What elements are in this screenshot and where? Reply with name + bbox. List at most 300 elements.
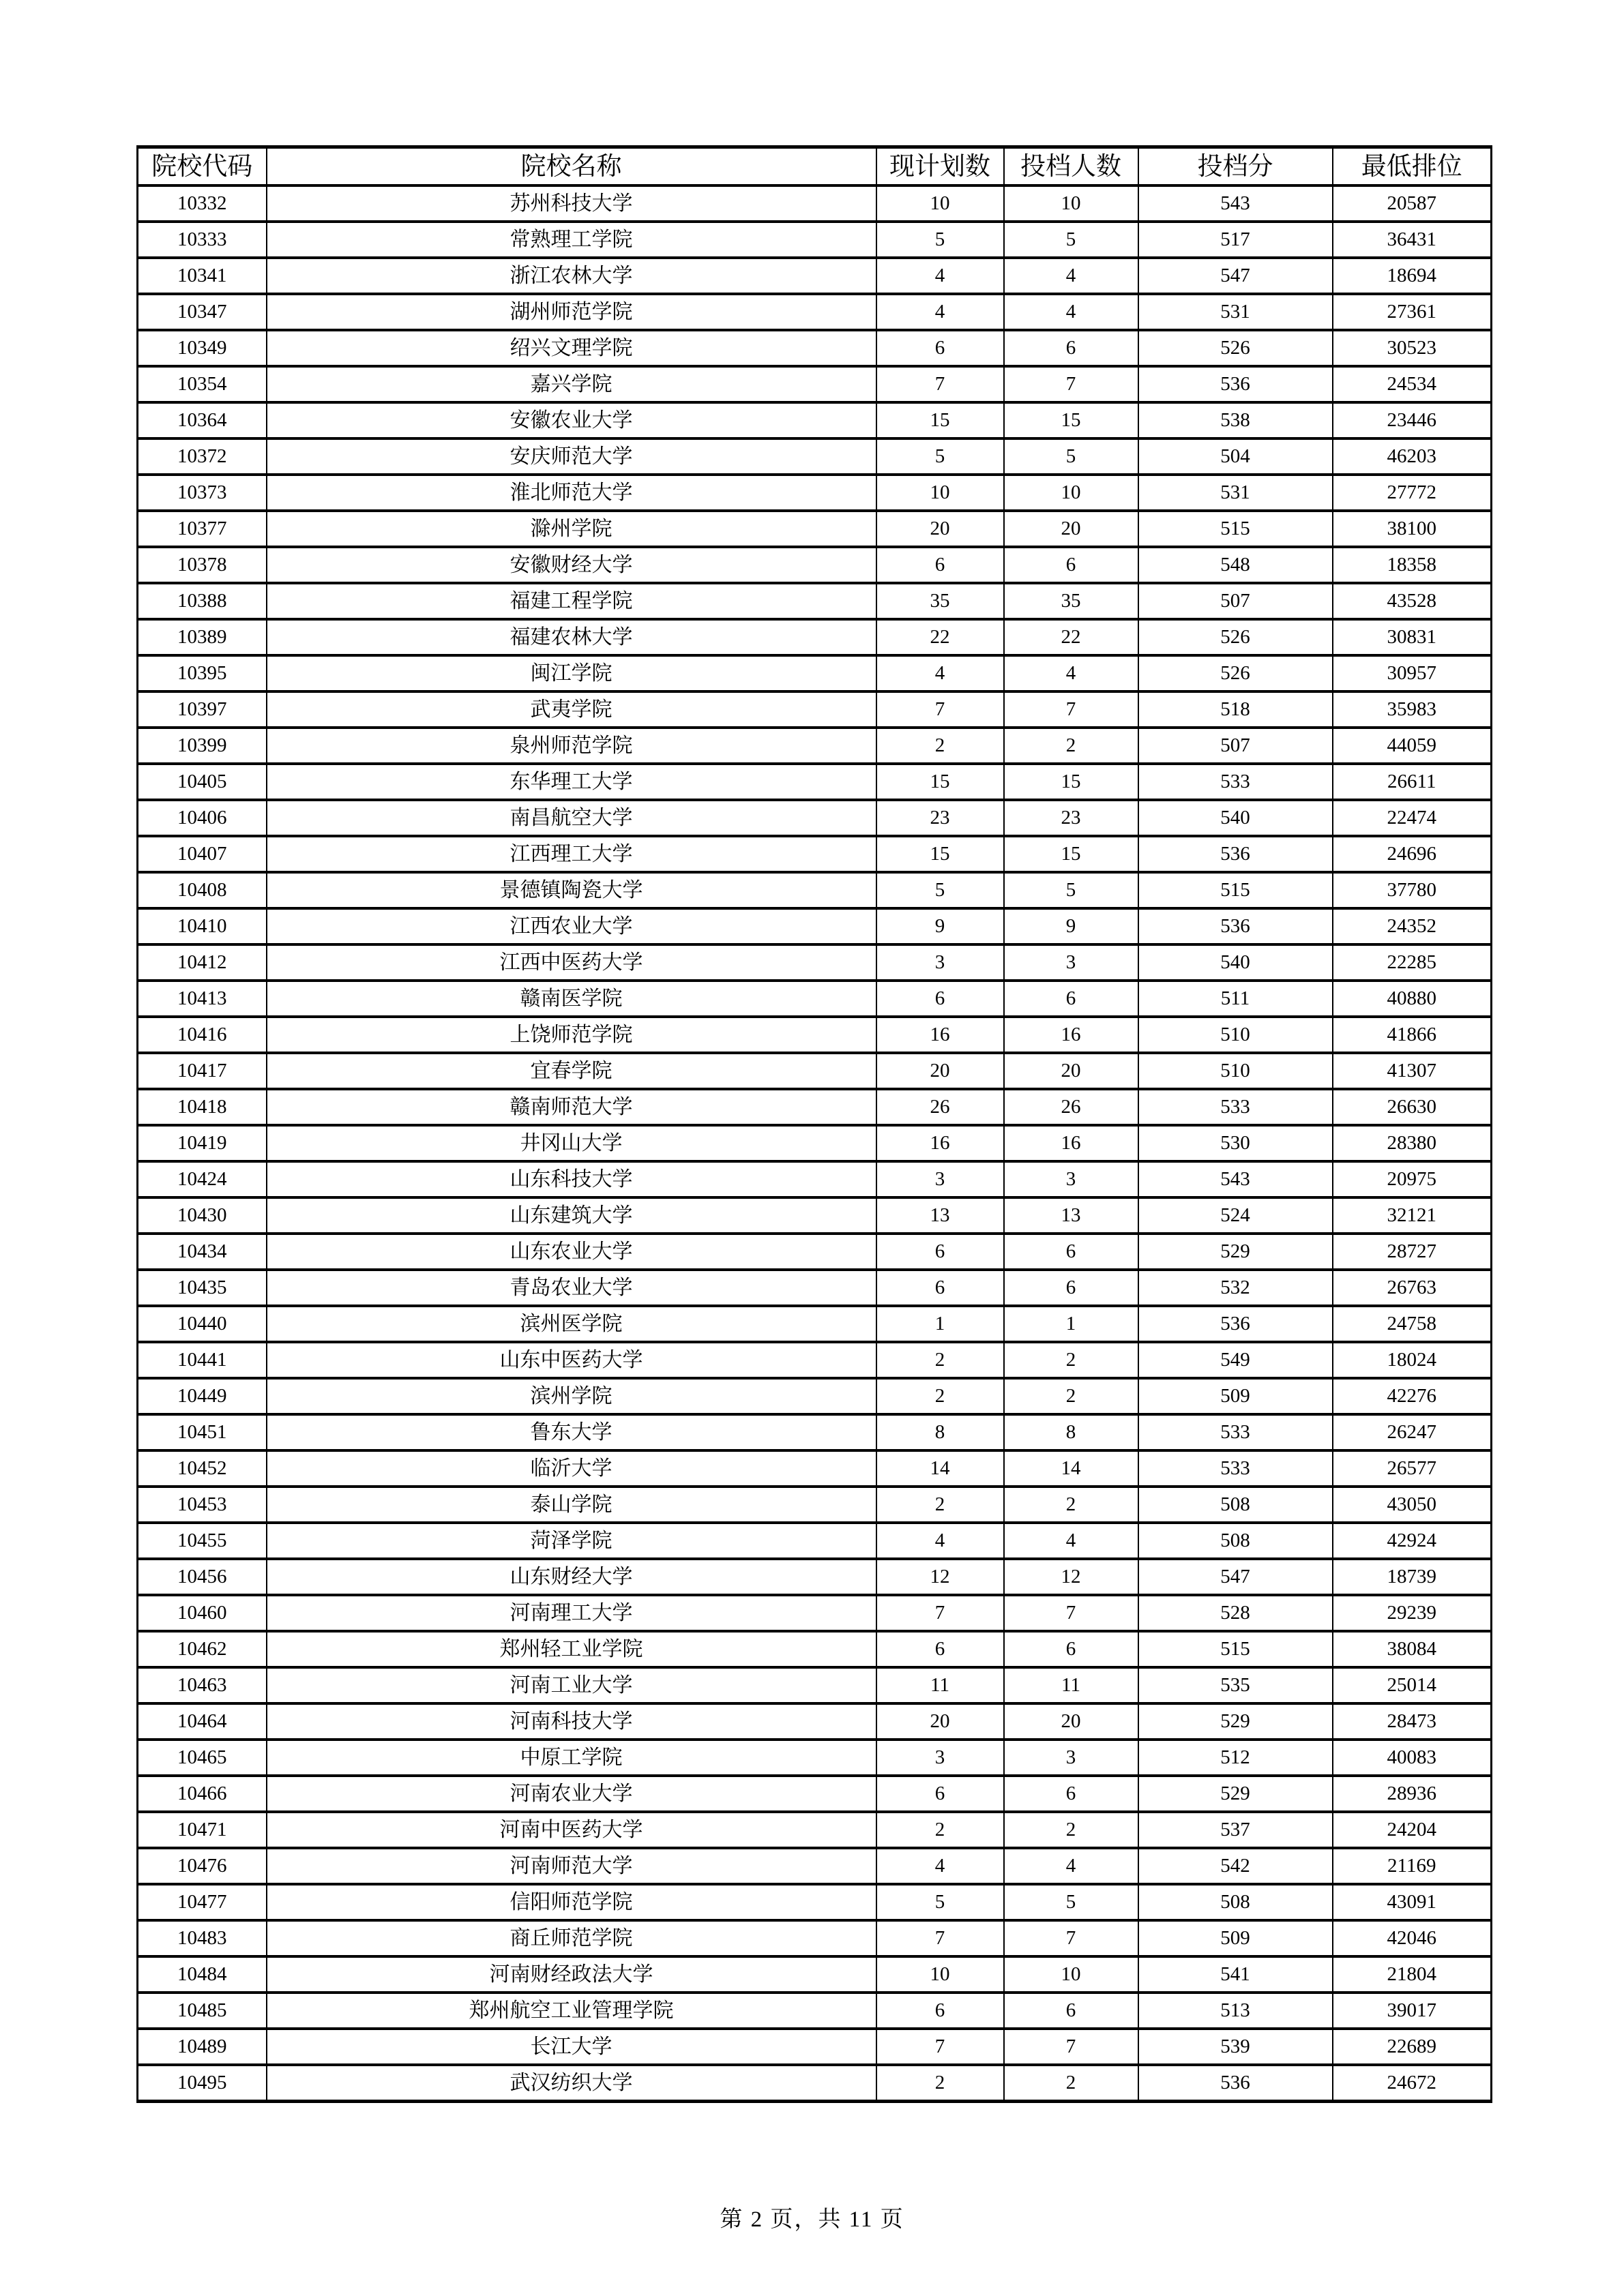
- cell-lowest-rank: 28473: [1333, 1703, 1492, 1740]
- cell-college-code: 10372: [138, 438, 267, 475]
- cell-lowest-rank: 24696: [1333, 836, 1492, 872]
- cell-admission-score: 526: [1138, 655, 1333, 691]
- cell-college-name: 商丘师范学院: [267, 1920, 876, 1956]
- cell-plan-count: 5: [876, 222, 1004, 258]
- table-row: [138, 583, 1492, 619]
- cell-college-name: 郑州轻工业学院: [267, 1631, 876, 1667]
- cell-college-name: 赣南师范大学: [267, 1089, 876, 1125]
- cell-college-code: 10364: [138, 402, 267, 438]
- cell-college-code: 10413: [138, 981, 267, 1017]
- cell-admission-score: 511: [1138, 981, 1333, 1017]
- cell-applicant-count: 4: [1004, 258, 1138, 294]
- cell-college-code: 10416: [138, 1017, 267, 1053]
- table-row: [138, 1884, 1492, 1920]
- cell-college-code: 10333: [138, 222, 267, 258]
- table-row: [138, 2029, 1492, 2065]
- cell-plan-count: 13: [876, 1197, 1004, 1234]
- cell-college-name: 安徽财经大学: [267, 547, 876, 583]
- cell-plan-count: 16: [876, 1017, 1004, 1053]
- cell-lowest-rank: 26247: [1333, 1414, 1492, 1450]
- cell-applicant-count: 11: [1004, 1667, 1138, 1703]
- cell-college-code: 10477: [138, 1884, 267, 1920]
- cell-plan-count: 6: [876, 981, 1004, 1017]
- cell-plan-count: 2: [876, 1378, 1004, 1414]
- table-row: [138, 800, 1492, 836]
- cell-lowest-rank: 29239: [1333, 1595, 1492, 1631]
- cell-plan-count: 10: [876, 475, 1004, 511]
- cell-college-name: 江西理工大学: [267, 836, 876, 872]
- cell-admission-score: 517: [1138, 222, 1333, 258]
- cell-applicant-count: 20: [1004, 1053, 1138, 1089]
- cell-applicant-count: 16: [1004, 1017, 1138, 1053]
- cell-admission-score: 540: [1138, 800, 1333, 836]
- cell-applicant-count: 6: [1004, 1993, 1138, 2029]
- cell-plan-count: 5: [876, 872, 1004, 908]
- cell-college-code: 10464: [138, 1703, 267, 1740]
- cell-applicant-count: 15: [1004, 764, 1138, 800]
- cell-lowest-rank: 18024: [1333, 1342, 1492, 1378]
- cell-admission-score: 536: [1138, 1306, 1333, 1342]
- cell-college-name: 中原工学院: [267, 1740, 876, 1776]
- table-row: [138, 1740, 1492, 1776]
- cell-applicant-count: 5: [1004, 438, 1138, 475]
- cell-applicant-count: 4: [1004, 655, 1138, 691]
- cell-college-code: 10460: [138, 1595, 267, 1631]
- cell-college-name: 东华理工大学: [267, 764, 876, 800]
- page-number-footer: 第 2 页，共 11 页: [720, 2207, 904, 2232]
- header-admission-score: 投档分: [1138, 147, 1333, 186]
- cell-applicant-count: 10: [1004, 475, 1138, 511]
- cell-plan-count: 3: [876, 1740, 1004, 1776]
- cell-college-name: 安徽农业大学: [267, 402, 876, 438]
- cell-applicant-count: 6: [1004, 981, 1138, 1017]
- cell-applicant-count: 3: [1004, 944, 1138, 981]
- cell-college-code: 10455: [138, 1523, 267, 1559]
- cell-applicant-count: 7: [1004, 2029, 1138, 2065]
- table-row: [138, 1559, 1492, 1595]
- cell-college-name: 湖州师范学院: [267, 294, 876, 330]
- cell-applicant-count: 6: [1004, 330, 1138, 366]
- table-row: [138, 836, 1492, 872]
- table-row: [138, 1920, 1492, 1956]
- cell-applicant-count: 15: [1004, 402, 1138, 438]
- cell-applicant-count: 14: [1004, 1450, 1138, 1487]
- cell-college-name: 河南科技大学: [267, 1703, 876, 1740]
- cell-college-name: 武夷学院: [267, 691, 876, 728]
- table-row: [138, 1848, 1492, 1884]
- table-row: [138, 1450, 1492, 1487]
- cell-admission-score: 526: [1138, 619, 1333, 655]
- cell-college-name: 苏州科技大学: [267, 185, 876, 222]
- cell-applicant-count: 6: [1004, 1776, 1138, 1812]
- cell-lowest-rank: 21804: [1333, 1956, 1492, 1993]
- cell-college-name: 菏泽学院: [267, 1523, 876, 1559]
- cell-plan-count: 3: [876, 944, 1004, 981]
- cell-applicant-count: 5: [1004, 222, 1138, 258]
- cell-applicant-count: 10: [1004, 1956, 1138, 1993]
- table-row: [138, 872, 1492, 908]
- table-row: [138, 258, 1492, 294]
- cell-lowest-rank: 24534: [1333, 366, 1492, 402]
- cell-lowest-rank: 22689: [1333, 2029, 1492, 2065]
- cell-college-name: 郑州航空工业管理学院: [267, 1993, 876, 2029]
- cell-admission-score: 509: [1138, 1920, 1333, 1956]
- cell-college-code: 10424: [138, 1161, 267, 1197]
- cell-lowest-rank: 41866: [1333, 1017, 1492, 1053]
- cell-admission-score: 515: [1138, 511, 1333, 547]
- cell-plan-count: 7: [876, 1920, 1004, 1956]
- cell-college-code: 10483: [138, 1920, 267, 1956]
- cell-plan-count: 14: [876, 1450, 1004, 1487]
- cell-lowest-rank: 42924: [1333, 1523, 1492, 1559]
- cell-applicant-count: 4: [1004, 1848, 1138, 1884]
- cell-applicant-count: 26: [1004, 1089, 1138, 1125]
- cell-college-code: 10465: [138, 1740, 267, 1776]
- cell-college-name: 泰山学院: [267, 1487, 876, 1523]
- header-plan-count: 现计划数: [876, 147, 1004, 186]
- cell-lowest-rank: 35983: [1333, 691, 1492, 728]
- table-row: [138, 294, 1492, 330]
- table-row: [138, 981, 1492, 1017]
- table-row: [138, 1270, 1492, 1306]
- cell-college-code: 10349: [138, 330, 267, 366]
- cell-admission-score: 507: [1138, 583, 1333, 619]
- cell-applicant-count: 10: [1004, 185, 1138, 222]
- table-row: [138, 366, 1492, 402]
- cell-college-code: 10418: [138, 1089, 267, 1125]
- cell-lowest-rank: 20975: [1333, 1161, 1492, 1197]
- cell-college-name: 河南中医药大学: [267, 1812, 876, 1848]
- cell-college-code: 10441: [138, 1342, 267, 1378]
- cell-admission-score: 518: [1138, 691, 1333, 728]
- cell-plan-count: 4: [876, 1523, 1004, 1559]
- cell-college-name: 滨州学院: [267, 1378, 876, 1414]
- cell-college-code: 10407: [138, 836, 267, 872]
- table-row: [138, 908, 1492, 944]
- table-row: [138, 1595, 1492, 1631]
- cell-applicant-count: 4: [1004, 294, 1138, 330]
- table-row: [138, 655, 1492, 691]
- table-row: [138, 1125, 1492, 1161]
- cell-lowest-rank: 27772: [1333, 475, 1492, 511]
- cell-applicant-count: 2: [1004, 1342, 1138, 1378]
- cell-admission-score: 543: [1138, 1161, 1333, 1197]
- cell-plan-count: 6: [876, 1270, 1004, 1306]
- cell-lowest-rank: 26763: [1333, 1270, 1492, 1306]
- cell-lowest-rank: 41307: [1333, 1053, 1492, 1089]
- table-row: [138, 1956, 1492, 1993]
- cell-lowest-rank: 39017: [1333, 1993, 1492, 2029]
- cell-lowest-rank: 24204: [1333, 1812, 1492, 1848]
- cell-plan-count: 4: [876, 1848, 1004, 1884]
- cell-applicant-count: 7: [1004, 1595, 1138, 1631]
- cell-lowest-rank: 38100: [1333, 511, 1492, 547]
- cell-admission-score: 536: [1138, 366, 1333, 402]
- cell-college-name: 安庆师范大学: [267, 438, 876, 475]
- cell-applicant-count: 15: [1004, 836, 1138, 872]
- cell-lowest-rank: 32121: [1333, 1197, 1492, 1234]
- cell-plan-count: 11: [876, 1667, 1004, 1703]
- cell-college-code: 10417: [138, 1053, 267, 1089]
- cell-applicant-count: 3: [1004, 1161, 1138, 1197]
- cell-applicant-count: 7: [1004, 1920, 1138, 1956]
- cell-lowest-rank: 38084: [1333, 1631, 1492, 1667]
- cell-lowest-rank: 43528: [1333, 583, 1492, 619]
- cell-applicant-count: 35: [1004, 583, 1138, 619]
- cell-college-name: 山东建筑大学: [267, 1197, 876, 1234]
- cell-college-name: 山东中医药大学: [267, 1342, 876, 1378]
- cell-admission-score: 526: [1138, 330, 1333, 366]
- cell-college-code: 10354: [138, 366, 267, 402]
- cell-admission-score: 508: [1138, 1884, 1333, 1920]
- cell-admission-score: 529: [1138, 1776, 1333, 1812]
- table-body: [138, 185, 1492, 2102]
- cell-college-code: 10395: [138, 655, 267, 691]
- table-row: [138, 2065, 1492, 2102]
- cell-lowest-rank: 27361: [1333, 294, 1492, 330]
- table-row: [138, 330, 1492, 366]
- cell-college-name: 上饶师范学院: [267, 1017, 876, 1053]
- cell-college-name: 南昌航空大学: [267, 800, 876, 836]
- cell-lowest-rank: 30957: [1333, 655, 1492, 691]
- cell-admission-score: 547: [1138, 1559, 1333, 1595]
- cell-college-code: 10408: [138, 872, 267, 908]
- table-row: [138, 728, 1492, 764]
- cell-college-name: 山东农业大学: [267, 1234, 876, 1270]
- cell-admission-score: 539: [1138, 2029, 1333, 2065]
- cell-plan-count: 2: [876, 1812, 1004, 1848]
- cell-applicant-count: 2: [1004, 2065, 1138, 2102]
- cell-lowest-rank: 24758: [1333, 1306, 1492, 1342]
- cell-admission-score: 515: [1138, 1631, 1333, 1667]
- table-row: [138, 1631, 1492, 1667]
- cell-plan-count: 2: [876, 1342, 1004, 1378]
- cell-lowest-rank: 21169: [1333, 1848, 1492, 1884]
- cell-college-code: 10399: [138, 728, 267, 764]
- cell-college-name: 绍兴文理学院: [267, 330, 876, 366]
- table-row: [138, 1306, 1492, 1342]
- cell-college-name: 江西中医药大学: [267, 944, 876, 981]
- cell-college-code: 10377: [138, 511, 267, 547]
- cell-admission-score: 529: [1138, 1234, 1333, 1270]
- cell-plan-count: 20: [876, 1703, 1004, 1740]
- cell-college-code: 10485: [138, 1993, 267, 2029]
- cell-college-name: 河南工业大学: [267, 1667, 876, 1703]
- cell-plan-count: 6: [876, 330, 1004, 366]
- cell-applicant-count: 22: [1004, 619, 1138, 655]
- cell-applicant-count: 20: [1004, 1703, 1138, 1740]
- cell-lowest-rank: 24672: [1333, 2065, 1492, 2102]
- cell-admission-score: 538: [1138, 402, 1333, 438]
- cell-college-name: 常熟理工学院: [267, 222, 876, 258]
- cell-college-name: 闽江学院: [267, 655, 876, 691]
- table-row: [138, 1017, 1492, 1053]
- cell-college-code: 10406: [138, 800, 267, 836]
- admissions-table: [136, 145, 1492, 2103]
- cell-lowest-rank: 24352: [1333, 908, 1492, 944]
- cell-admission-score: 535: [1138, 1667, 1333, 1703]
- cell-plan-count: 23: [876, 800, 1004, 836]
- cell-plan-count: 3: [876, 1161, 1004, 1197]
- cell-admission-score: 528: [1138, 1595, 1333, 1631]
- table-row: [138, 1487, 1492, 1523]
- cell-college-name: 淮北师范大学: [267, 475, 876, 511]
- cell-lowest-rank: 18694: [1333, 258, 1492, 294]
- cell-applicant-count: 6: [1004, 1631, 1138, 1667]
- cell-applicant-count: 5: [1004, 872, 1138, 908]
- cell-applicant-count: 2: [1004, 728, 1138, 764]
- cell-college-code: 10419: [138, 1125, 267, 1161]
- cell-lowest-rank: 28727: [1333, 1234, 1492, 1270]
- cell-college-name: 嘉兴学院: [267, 366, 876, 402]
- cell-admission-score: 515: [1138, 872, 1333, 908]
- cell-admission-score: 541: [1138, 1956, 1333, 1993]
- cell-lowest-rank: 22285: [1333, 944, 1492, 981]
- cell-plan-count: 9: [876, 908, 1004, 944]
- table-row: [138, 511, 1492, 547]
- table-row: [138, 1378, 1492, 1414]
- cell-college-code: 10440: [138, 1306, 267, 1342]
- cell-college-code: 10341: [138, 258, 267, 294]
- cell-lowest-rank: 30831: [1333, 619, 1492, 655]
- cell-plan-count: 16: [876, 1125, 1004, 1161]
- cell-admission-score: 531: [1138, 294, 1333, 330]
- cell-admission-score: 537: [1138, 1812, 1333, 1848]
- cell-plan-count: 6: [876, 1631, 1004, 1667]
- cell-college-code: 10410: [138, 908, 267, 944]
- cell-admission-score: 543: [1138, 185, 1333, 222]
- cell-admission-score: 540: [1138, 944, 1333, 981]
- cell-applicant-count: 2: [1004, 1487, 1138, 1523]
- cell-applicant-count: 6: [1004, 1270, 1138, 1306]
- header-college-code: 院校代码: [138, 147, 267, 186]
- cell-college-code: 10463: [138, 1667, 267, 1703]
- cell-lowest-rank: 18739: [1333, 1559, 1492, 1595]
- cell-lowest-rank: 43050: [1333, 1487, 1492, 1523]
- cell-lowest-rank: 18358: [1333, 547, 1492, 583]
- table-row: [138, 1667, 1492, 1703]
- cell-admission-score: 513: [1138, 1993, 1333, 2029]
- cell-college-code: 10456: [138, 1559, 267, 1595]
- cell-lowest-rank: 36431: [1333, 222, 1492, 258]
- cell-plan-count: 7: [876, 366, 1004, 402]
- cell-admission-score: 549: [1138, 1342, 1333, 1378]
- cell-college-code: 10434: [138, 1234, 267, 1270]
- cell-admission-score: 547: [1138, 258, 1333, 294]
- cell-admission-score: 536: [1138, 2065, 1333, 2102]
- cell-college-code: 10453: [138, 1487, 267, 1523]
- cell-plan-count: 2: [876, 1487, 1004, 1523]
- cell-lowest-rank: 28936: [1333, 1776, 1492, 1812]
- cell-lowest-rank: 25014: [1333, 1667, 1492, 1703]
- cell-plan-count: 5: [876, 1884, 1004, 1920]
- cell-applicant-count: 2: [1004, 1812, 1138, 1848]
- cell-college-name: 滨州医学院: [267, 1306, 876, 1342]
- table-row: [138, 1776, 1492, 1812]
- cell-college-code: 10495: [138, 2065, 267, 2102]
- cell-college-name: 景德镇陶瓷大学: [267, 872, 876, 908]
- cell-admission-score: 531: [1138, 475, 1333, 511]
- cell-college-name: 长江大学: [267, 2029, 876, 2065]
- table-row: [138, 1342, 1492, 1378]
- table-row: [138, 222, 1492, 258]
- cell-applicant-count: 8: [1004, 1414, 1138, 1450]
- cell-applicant-count: 7: [1004, 691, 1138, 728]
- cell-admission-score: 533: [1138, 1089, 1333, 1125]
- cell-plan-count: 6: [876, 1993, 1004, 2029]
- cell-admission-score: 533: [1138, 1414, 1333, 1450]
- cell-admission-score: 533: [1138, 1450, 1333, 1487]
- cell-college-name: 武汉纺织大学: [267, 2065, 876, 2102]
- table-row: [138, 475, 1492, 511]
- cell-admission-score: 536: [1138, 836, 1333, 872]
- header-row: [138, 147, 1492, 186]
- cell-admission-score: 536: [1138, 908, 1333, 944]
- cell-applicant-count: 20: [1004, 511, 1138, 547]
- cell-lowest-rank: 43091: [1333, 1884, 1492, 1920]
- table-row: [138, 547, 1492, 583]
- cell-college-code: 10430: [138, 1197, 267, 1234]
- cell-college-name: 江西农业大学: [267, 908, 876, 944]
- cell-college-code: 10332: [138, 185, 267, 222]
- cell-applicant-count: 1: [1004, 1306, 1138, 1342]
- cell-college-name: 滁州学院: [267, 511, 876, 547]
- cell-plan-count: 4: [876, 258, 1004, 294]
- cell-college-name: 井冈山大学: [267, 1125, 876, 1161]
- cell-plan-count: 7: [876, 1595, 1004, 1631]
- cell-college-name: 河南理工大学: [267, 1595, 876, 1631]
- table-row: [138, 944, 1492, 981]
- cell-college-code: 10405: [138, 764, 267, 800]
- cell-applicant-count: 23: [1004, 800, 1138, 836]
- cell-admission-score: 512: [1138, 1740, 1333, 1776]
- cell-plan-count: 4: [876, 294, 1004, 330]
- cell-plan-count: 15: [876, 836, 1004, 872]
- header-college-name: 院校名称: [267, 147, 876, 186]
- cell-college-code: 10412: [138, 944, 267, 981]
- cell-college-name: 河南农业大学: [267, 1776, 876, 1812]
- table-row: [138, 1053, 1492, 1089]
- cell-college-code: 10462: [138, 1631, 267, 1667]
- cell-lowest-rank: 46203: [1333, 438, 1492, 475]
- cell-college-name: 信阳师范学院: [267, 1884, 876, 1920]
- cell-applicant-count: 16: [1004, 1125, 1138, 1161]
- table-row: [138, 402, 1492, 438]
- table-row: [138, 1161, 1492, 1197]
- cell-admission-score: 548: [1138, 547, 1333, 583]
- cell-admission-score: 532: [1138, 1270, 1333, 1306]
- cell-applicant-count: 6: [1004, 1234, 1138, 1270]
- cell-college-code: 10373: [138, 475, 267, 511]
- table-row: [138, 619, 1492, 655]
- cell-plan-count: 15: [876, 764, 1004, 800]
- cell-plan-count: 20: [876, 511, 1004, 547]
- cell-lowest-rank: 42046: [1333, 1920, 1492, 1956]
- cell-lowest-rank: 26630: [1333, 1089, 1492, 1125]
- cell-college-code: 10484: [138, 1956, 267, 1993]
- cell-applicant-count: 6: [1004, 547, 1138, 583]
- cell-plan-count: 8: [876, 1414, 1004, 1450]
- cell-lowest-rank: 23446: [1333, 402, 1492, 438]
- cell-plan-count: 4: [876, 655, 1004, 691]
- cell-college-name: 福建农林大学: [267, 619, 876, 655]
- cell-college-code: 10471: [138, 1812, 267, 1848]
- cell-applicant-count: 5: [1004, 1884, 1138, 1920]
- cell-college-name: 宜春学院: [267, 1053, 876, 1089]
- cell-admission-score: 533: [1138, 764, 1333, 800]
- table-row: [138, 691, 1492, 728]
- cell-admission-score: 530: [1138, 1125, 1333, 1161]
